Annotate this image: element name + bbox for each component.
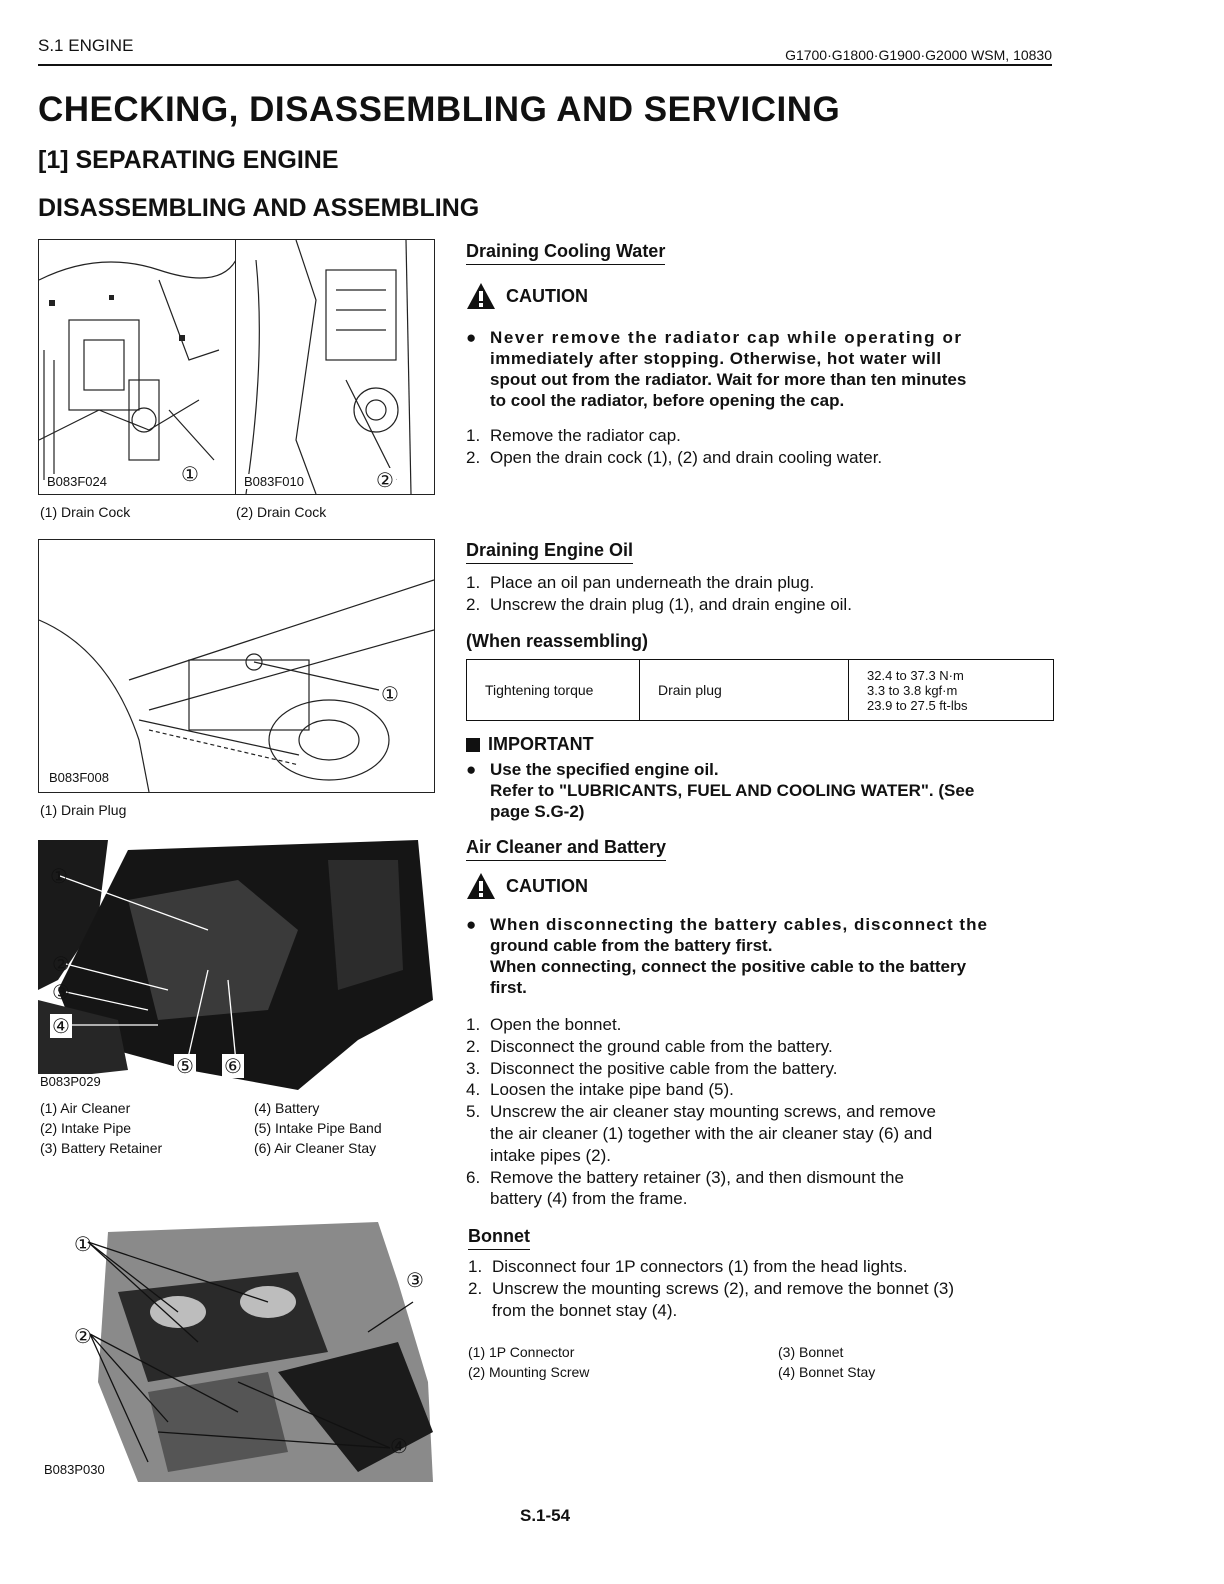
step-item	[468, 1256, 1058, 1278]
step-number: 5.	[466, 1102, 481, 1122]
figure-code: B083F008	[49, 770, 109, 785]
captions-air-cleaner-left	[40, 1098, 162, 1158]
table-row	[467, 660, 1054, 721]
bullet-icon: ●	[466, 915, 477, 934]
step-number: 1.	[468, 1257, 483, 1276]
captions-bonnet-right	[778, 1342, 875, 1382]
square-icon	[466, 738, 480, 752]
caption-item: (2) Intake Pipe	[40, 1120, 132, 1136]
caption-item: (6) Air Cleaner Stay	[254, 1140, 377, 1156]
step-text: battery (4) from the frame.	[490, 1189, 688, 1209]
bullet-line: immediately after stopping. Otherwise, hot water will	[490, 349, 942, 368]
bullet-line: to cool the radiator, before opening the cap.	[490, 391, 845, 410]
important-notice	[466, 734, 594, 755]
callout-5: ⑤	[176, 1054, 194, 1078]
figure-code: B083F024	[47, 474, 107, 489]
caption-item: (5) Intake Pipe Band	[254, 1120, 382, 1136]
callout-2: ②	[52, 952, 70, 976]
heading-air-cleaner: Air Cleaner and Battery	[466, 837, 666, 861]
step-number: 4.	[466, 1080, 481, 1100]
bullet-line: Use the specified engine oil.	[490, 760, 719, 779]
callout-6: ⑥	[224, 1054, 242, 1078]
drain-cock-2-drawing	[236, 240, 434, 494]
step-text: Unscrew the air cleaner stay mounting screws, and remove	[490, 1102, 936, 1122]
important-label: IMPORTANT	[488, 734, 594, 754]
bullet-line: spout out from the radiator. Wait for more than ten minutes	[490, 370, 967, 389]
bullet-oil-spec	[466, 759, 1050, 822]
caption-item: (1) 1P Connector	[468, 1344, 575, 1360]
callout-1: ①	[74, 1232, 92, 1256]
step-number: 1.	[466, 573, 481, 592]
torque-kgfm: 3.3 to 3.8 kgf·m	[867, 682, 958, 698]
air-cleaner-steps	[466, 1014, 1056, 1210]
photo-air-cleaner-battery	[38, 840, 433, 1094]
step-item	[466, 1036, 1056, 1058]
subtitle-separating: [1] SEPARATING ENGINE	[38, 146, 339, 174]
step-number: 3.	[466, 1058, 481, 1078]
bullet-radiator-warning	[466, 327, 1050, 411]
caption-item: (3) Bonnet	[778, 1344, 844, 1360]
model-label: G1700·G1800·G1900·G2000 WSM, 10830	[785, 47, 1052, 63]
step-item	[466, 572, 1056, 594]
torque-table	[466, 659, 1054, 721]
step-item	[466, 1014, 1056, 1036]
callout-4: ④	[52, 1014, 70, 1038]
step-number: 6.	[466, 1167, 481, 1187]
warning-icon	[466, 872, 496, 900]
bullet-line: When connecting, connect the positive cable to the battery	[490, 957, 967, 976]
heading-engine-oil: Draining Engine Oil	[466, 540, 633, 564]
caption-drain-plug: (1) Drain Plug	[40, 802, 127, 818]
step-text: from the bonnet stay (4).	[492, 1300, 678, 1320]
cooling-steps	[466, 425, 1056, 469]
step-text: Unscrew the drain plug (1), and drain engine oil.	[490, 594, 852, 614]
callout-drain-plug: ①	[381, 682, 399, 706]
drain-plug-drawing	[39, 540, 434, 792]
caution-cooling	[466, 282, 588, 310]
step-text: the air cleaner (1) together with the air cleaner stay (6) and	[490, 1123, 933, 1143]
photo-bonnet	[38, 1222, 433, 1482]
step-item	[466, 425, 1056, 447]
torque-nm: 32.4 to 37.3 N·m	[867, 667, 964, 683]
caution-label: CAUTION	[506, 285, 588, 306]
table-cell-values	[849, 660, 1054, 721]
step-text: Open the bonnet.	[490, 1015, 622, 1034]
callout-4: ④	[390, 1434, 408, 1458]
callout-1: ①	[181, 462, 199, 486]
caption-drain-cock-1: (1) Drain Cock	[40, 504, 131, 520]
step-text: Place an oil pan underneath the drain plug.	[490, 573, 815, 592]
step-number: 2.	[466, 594, 481, 614]
bullet-line: Never remove the radiator cap while operating or	[490, 328, 963, 347]
figure-code: B083P030	[44, 1462, 105, 1477]
torque-ftlbs: 23.9 to 27.5 ft-lbs	[867, 697, 968, 713]
caption-item: (1) Air Cleaner	[40, 1100, 131, 1116]
step-item	[468, 1278, 1058, 1322]
drain-cock-1-drawing	[39, 240, 236, 494]
subtitle-disassembling: DISASSEMBLING AND ASSEMBLING	[38, 194, 480, 222]
step-item	[466, 1167, 1056, 1211]
step-item	[466, 447, 1056, 469]
section-label: S.1 ENGINE	[38, 36, 134, 55]
table-cell: Tightening torque	[467, 660, 640, 721]
step-text: Loosen the intake pipe band (5).	[490, 1080, 734, 1100]
heading-cooling-water: Draining Cooling Water	[466, 241, 665, 265]
warning-icon	[466, 282, 496, 310]
header-rule	[38, 64, 1052, 66]
table-cell: Drain plug	[640, 660, 849, 721]
step-text: Disconnect the ground cable from the battery.	[490, 1036, 833, 1056]
figure-drain-cock-2	[235, 239, 435, 495]
bullet-icon: ●	[466, 760, 477, 779]
step-item	[466, 1058, 1056, 1080]
figure-code: B083F010	[244, 474, 304, 489]
callout-3: ③	[52, 980, 70, 1004]
bullet-icon: ●	[466, 328, 477, 347]
bullet-line: Refer to "LUBRICANTS, FUEL AND COOLING WATER". (See	[490, 781, 975, 800]
step-text: Open the drain cock (1), (2) and drain cooling water.	[490, 447, 883, 467]
step-number: 2.	[466, 447, 481, 467]
step-number: 1.	[466, 426, 481, 445]
bonnet-photo	[38, 1222, 433, 1482]
callout-2: ②	[376, 468, 394, 492]
figure-drain-plug	[38, 539, 435, 793]
caption-item: (3) Battery Retainer	[40, 1140, 163, 1156]
step-text: Disconnect four 1P connectors (1) from the head lights.	[492, 1257, 908, 1276]
caution-battery	[466, 872, 588, 900]
figure-code: B083P029	[40, 1074, 101, 1089]
step-text: Disconnect the positive cable from the battery.	[490, 1058, 838, 1078]
callout-1: ①	[50, 864, 68, 888]
step-text: intake pipes (2).	[490, 1145, 611, 1165]
caption-item: (2) Mounting Screw	[468, 1364, 590, 1380]
bullet-line: When disconnecting the battery cables, disconnect the	[490, 915, 988, 934]
bullet-battery-warning	[466, 914, 1050, 998]
callout-2: ②	[74, 1324, 92, 1348]
callout-3: ③	[406, 1268, 424, 1292]
step-number: 2.	[468, 1278, 483, 1298]
step-text: Unscrew the mounting screws (2), and remove the bonnet (3)	[492, 1278, 955, 1298]
caption-drain-cock-2: (2) Drain Cock	[236, 504, 327, 520]
bullet-line: page S.G-2)	[490, 802, 585, 821]
reassembling-label: (When reassembling)	[466, 631, 649, 651]
captions-air-cleaner-right	[254, 1098, 382, 1158]
oil-steps	[466, 572, 1056, 616]
heading-bonnet: Bonnet	[468, 1226, 530, 1250]
step-item	[466, 1101, 1056, 1166]
step-item	[466, 1079, 1056, 1101]
page-title: CHECKING, DISASSEMBLING AND SERVICING	[38, 90, 841, 129]
bullet-line: ground cable from the battery first.	[490, 936, 773, 955]
page-number: S.1-54	[520, 1506, 571, 1525]
bullet-line: first.	[490, 978, 527, 997]
caption-item: (4) Bonnet Stay	[778, 1364, 876, 1380]
caution-label: CAUTION	[506, 875, 588, 896]
figure-drain-cock-1	[38, 239, 237, 495]
step-text: Remove the battery retainer (3), and then dismount the	[490, 1167, 904, 1187]
captions-bonnet-left	[468, 1342, 589, 1382]
bonnet-steps	[468, 1256, 1058, 1321]
step-number: 2.	[466, 1036, 481, 1056]
step-text: Remove the radiator cap.	[490, 426, 681, 445]
step-number: 1.	[466, 1015, 481, 1034]
caption-item: (4) Battery	[254, 1100, 320, 1116]
step-item	[466, 594, 1056, 616]
